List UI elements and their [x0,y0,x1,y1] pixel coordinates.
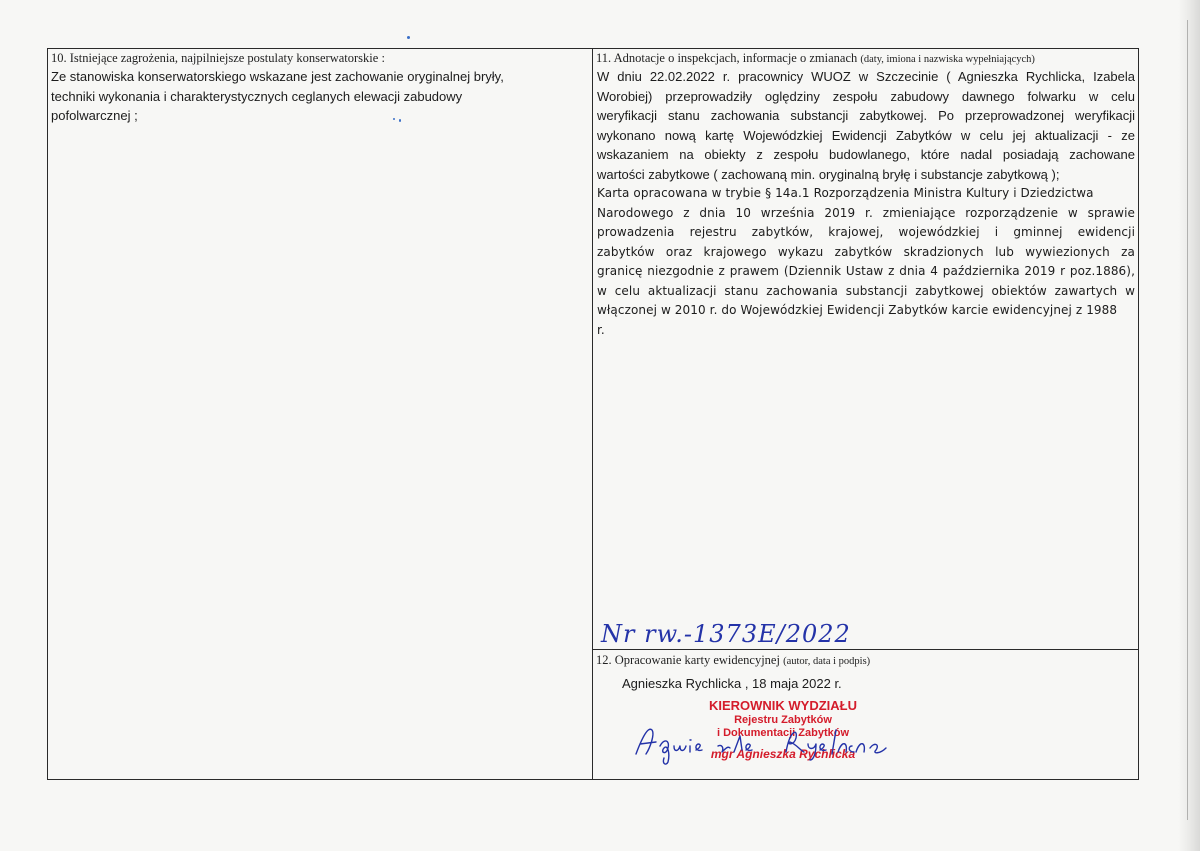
scan-edge-line [1187,20,1188,820]
scan-ink-dot [407,36,410,39]
section-10-heading: 10. Istniejące zagrożenia, najpilniejsze postulaty konserwatorskie : [51,51,385,65]
section-divider [592,649,1139,650]
section-11-line: włączonej w 2010 r. do Wojewódzkiej Ewidencji Zabytków karcie ewidencyjnej z 1988 [597,303,1118,317]
section-11-line: Worobiej) przeprowadziły oględziny zespołu zabudowy dawnego folwarku w celu [597,88,1135,104]
scan-ink-dot [399,119,401,122]
section-11-line: Narodowego z dnia 10 września 2019 r. zmieniające rozporządzenie w sprawie [597,205,1135,220]
section-11-heading-title: 11. Adnotacje o inspekcjach, informacje o zmianach [596,51,858,65]
section-11-paragraph-1 [597,67,1135,184]
section-11-line: granicę niezgodnie z prawem (Dziennik Ustaw z dnia 4 października 2019 r poz.1886), [597,264,1135,278]
section-12-heading-hint: (autor, data i podpis) [783,656,871,667]
section-11-line: prowadzenia rejestru zabytków, krajowej, wojewódzkiej i gminnej ewidencji [597,225,1135,239]
section-11-line: w celu aktualizacji stanu zachowania substancji zabytkowej obiektów zawartych w [597,283,1135,298]
handwritten-reference-number: Nr rw.-1373E/2022 [601,620,851,648]
section-12-heading-title: 12. Opracowanie karty ewidencyjnej [596,653,780,667]
section-11-line: wykonano nową kartę Wojewódzkiej Ewidencji Zabytków w celu jej aktualizacji - ze [597,127,1135,143]
scan-ink-dot [393,118,395,120]
section-11-line: zabytków oraz krajowego wykazu zabytków skradzionych lub wywiezionych za [597,244,1135,259]
stamp-title: KIEROWNIK WYDZIAŁU [708,698,858,713]
scan-edge-shadow [1178,0,1200,851]
section-11-line: W dniu 22.02.2022 r. pracownicy WUOZ w Szczecinie ( Agnieszka Rychlicka, Izabela [597,69,1135,84]
section-11-heading-hint: (daty, imiona i nazwiska wypełniających) [860,54,1035,65]
section-12-heading [596,653,870,668]
section-11-line: r. [597,322,605,337]
section-10-line: techniki wykonania i charakterystycznych ceglanych elewacji zabudowy [51,88,463,104]
section-10-line: pofolwarcznej ; [51,108,138,123]
section-11-line: weryfikacji stanu zachowania substancji zabytkowej. Po przeprowadzonej weryfikacji [597,108,1135,123]
section-11-line: wskazaniem na obiekty z zespołu budowlanego, które nadal posiadają zachowane [597,147,1135,162]
stamp-name: mgr Agnieszka Rychlicka [710,747,856,761]
section-10-text [51,67,581,126]
section-10-line: Ze stanowiska konserwatorskiego wskazane jest zachowanie oryginalnej bryły, [51,69,504,84]
section-11-heading [596,51,1035,66]
section-11-paragraph-2 [597,184,1135,340]
section-11-line: wartości zabytkowe ( zachowaną min. oryginalną bryłę i substancje zabytkową ); [597,166,1060,182]
column-divider [592,48,593,780]
section-11-line: Karta opracowana w trybie § 14a.1 Rozporządzenia Ministra Kultury i Dziedzictwa [597,186,1094,200]
stamp-line-2: Rejestru Zabytków [734,714,832,726]
section-12-author-line: Agnieszka Rychlicka , 18 maja 2022 r. [622,676,842,691]
stamp-line-3: i Dokumentacji Zabytków [716,727,850,739]
handwritten-signature [630,718,900,766]
